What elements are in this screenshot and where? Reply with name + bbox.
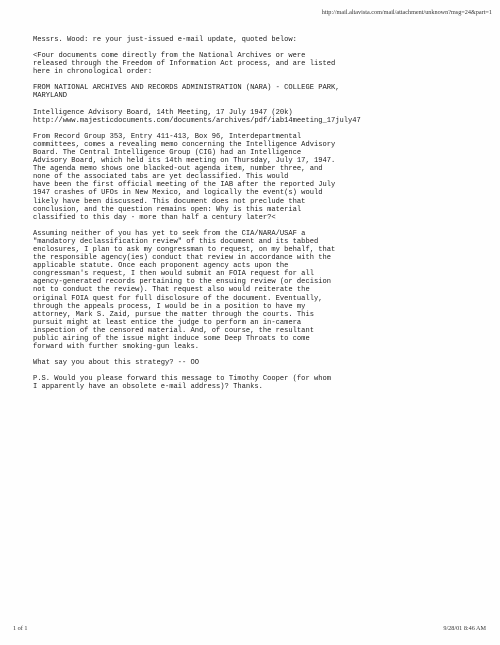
paragraph-postscript: P.S. Would you please forward this message to Timothy Cooper (for whom I apparently have an obsolete e-mail address)? Thanks.: [33, 375, 331, 392]
page-count: 1 of 1: [13, 625, 28, 632]
paragraph-source: FROM NATIONAL ARCHIVES AND RECORDS ADMINISTRATION (NARA) - COLLEGE PARK, MARYLAND: [33, 84, 340, 101]
paragraph-quote-intro: <Four documents come directly from the National Archives or were released through the Freedom of Information Act process, and are listed here in chronological order:: [33, 52, 336, 77]
paragraph-strategy: Assuming neither of you has yet to seek from the CIA/NARA/USAF a "mandatory declassification review" of this document and its tabbed enclosures, I plan to ask my congressman to request, on my behalf, that the responsible agency(ies) conduct that review in accordance with the applicable statute. Once each proponent agency acts upon the congressman's request, I then would submit an FOIA request for all agency-generated records pertaining to the ensuing review (or decision not to conduct the review). That request also would reiterate the original FOIA quest for full disclosure of the document. Eventually, through the appeals process, I would be in a position to have my attorney, Mark S. Zaid, pursue the matter through the courts. This pursuit might at least entice the judge to perform an in-camera inspection of the censored material. And, of course, the resultant public airing of the issue might induce some Deep Throats to come forward with further smoking-gun leaks.: [33, 229, 336, 352]
email-body: [33, 36, 483, 399]
page-url: http://mail.altavista.com/mail/attachment/unknown?msg=24&part=1: [321, 9, 492, 16]
paragraph-record-group: From Record Group 353, Entry 411-413, Box 96, Interdepartmental committees, comes a revealing memo concerning the Intelligence Advisory Board. The Central Intelligence Group (CIG) had an Intelligence Advisory Board, which held its 14th meeting on Thursday, July 17, 1947. The agenda memo shows one blacked-out agenda item, number three, and none of the associated tabs are yet declassified. This would have been the first official meeting of the IAB after the reported July 1947 crashes of UFOs in New Mexico, and logically the event(s) would likely have been discussed. This document does not preclude that conclusion, and the question remains open: Why is this material classified to this day - more than half a century later?<: [33, 132, 336, 222]
paragraph-question: What say you about this strategy? -- OO: [33, 359, 200, 368]
paragraph-document-reference: Intelligence Advisory Board, 14th Meeting, 17 July 1947 (20k) http://www.majesticdocuments.com/documents/archives/pdf/iab14meeting_17july47: [33, 108, 361, 125]
paragraph-greeting: Messrs. Wood: re your just-issued e-mail update, quoted below:: [33, 36, 297, 44]
print-timestamp: 9/28/01 8:46 AM: [443, 625, 486, 632]
